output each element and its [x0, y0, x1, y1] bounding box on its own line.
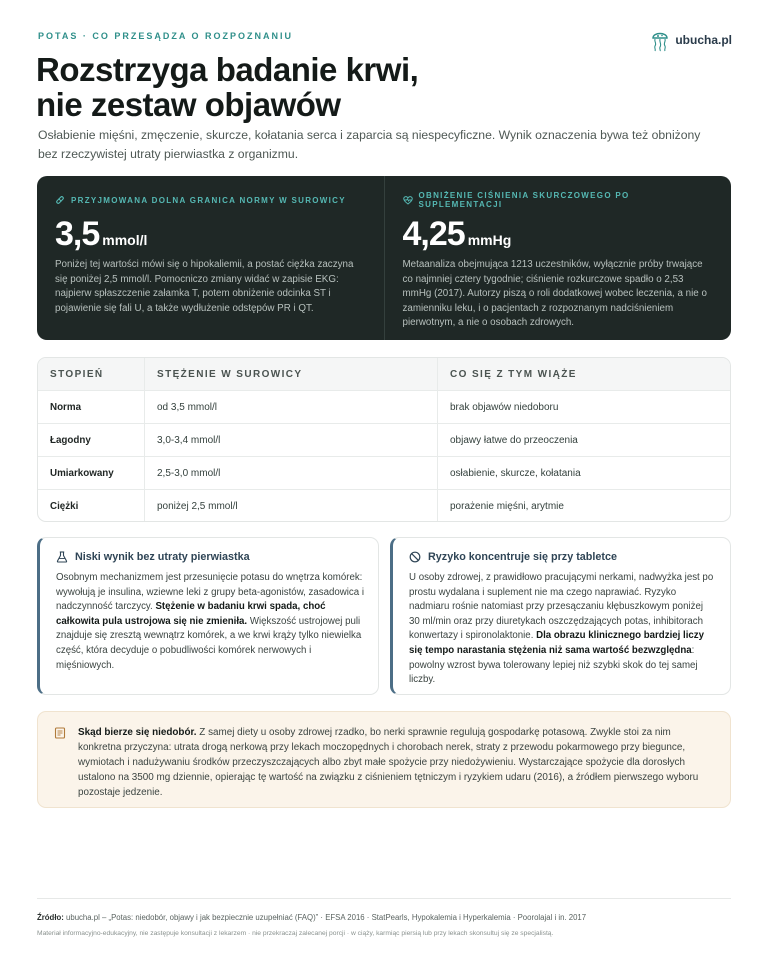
cell-concentration: poniżej 2,5 mmol/l [145, 490, 438, 522]
table-row [38, 390, 730, 423]
card-title-text: Niski wynik bez utraty pierwiastka [75, 551, 250, 563]
stat-label [403, 191, 714, 209]
stat-label-text: PRZYJMOWANA DOLNA GRANICA NORMY W SUROWICY [71, 195, 346, 205]
cell-consequence: porażenie mięśni, arytmie [450, 500, 564, 512]
footer-divider [37, 898, 731, 899]
cell-consequence: osłabienie, skurcze, kołatania [450, 467, 581, 479]
cell-concentration: od 3,5 mmol/l [145, 391, 438, 423]
stat-description: Metaanaliza obejmująca 1213 uczestników, wyłącznie próby trwające co najmniej cztery tygodnie; ciśnienie rozkurczowe spadło o 2,53 mmHg (2017). Autorzy piszą o roli dodatkowej wobec leczenia, a nie o zamienniku leku, i o pacjentach z rozpoznanym nadciśnieniem pierwotnym, a nie o osobach zdrowych. [402, 259, 707, 328]
info-card-risk [390, 537, 731, 695]
column-header-concentration: STĘŻENIE W SUROWICY [145, 358, 438, 390]
cell-stage: Ciężki [38, 490, 145, 522]
severity-table [37, 357, 731, 522]
heart-pulse-icon [403, 195, 413, 205]
card-text-start: Osobnym mechanizmem jest przesunięcie potasu do wnętrza komórek: wywołują je insulina, wziewne leki z grupy beta-agonistów, zasadowica i nadczynność tarczycy. [56, 572, 365, 613]
brand-name: ubucha.pl [675, 33, 732, 47]
cell-consequence: objawy łatwe do przeoczenia [450, 434, 578, 446]
info-card-redistribution [37, 537, 379, 695]
card-text-end: : powolny wzrost bywa tolerowany lepiej niż szybki skok do tej samej liczby. [409, 644, 698, 686]
stat-label-text: OBNIŻENIE CIŚNIENIA SKURCZOWEGO PO SUPLEMENTACJI [418, 191, 630, 209]
prohibited-icon [409, 551, 421, 563]
eyebrow-label: POTAS · CO PRZESĄDZA O ROZPOZNANIU [38, 31, 294, 41]
card-text-end: Większość ustrojowej puli znajduje się zresztą wewnątrz komórek, a we krwi krąży tylko niewielka część, która decyduje o pobudliwości komórek nerwowych i mięśniowych. [56, 615, 362, 671]
table-row [38, 456, 730, 489]
card-text-emphasis: Stężenie w badaniu krwi spada, choć całkowita pula ustrojowa się nie zmieniła. [56, 601, 326, 627]
note-heading: Skąd bierze się niedobór. [78, 727, 197, 738]
flask-icon [56, 551, 68, 563]
column-header-stage: STOPIEŃ [38, 358, 145, 390]
callout-note [37, 711, 731, 808]
lead-paragraph: Osłabienie mięśni, zmęczenie, skurcze, kołatania serca i zaparcia są niespecyficzne. Wynik oznaczenia bywa też obniżony bez rzeczywistej utraty pierwiastka z organizmu. [38, 128, 701, 161]
card-body [409, 571, 716, 688]
stat-number: 3,5 [55, 215, 100, 253]
jellyfish-logo-icon [651, 28, 669, 52]
card-title [56, 551, 364, 563]
title-line-1: Rozstrzyga badanie krwi, [36, 51, 419, 88]
stat-label [55, 194, 366, 206]
cell-stage: Łagodny [38, 424, 145, 456]
stat-value [403, 216, 714, 252]
source-label: Źródło: [37, 913, 64, 922]
cell-concentration: 3,0-3,4 mmol/l [145, 424, 438, 456]
cell-concentration: 2,5-3,0 mmol/l [145, 457, 438, 489]
brand-logo[interactable] [651, 28, 732, 52]
note-body [78, 725, 716, 800]
document-icon [54, 727, 66, 739]
title-line-2: nie zestaw objawów [36, 86, 341, 123]
cell-consequence: brak objawów niedoboru [450, 401, 559, 413]
cell-stage: Norma [38, 391, 145, 423]
stat-description: Poniżej tej wartości mówi się o hipokaliemii, a postać ciężka zaczyna się poniżej 2,5 mmol/l. Pomocniczo zmiany widać w zapisie EKG: najpierw spłaszczenie załamka T, potem obniżenie odcinka ST i pojawienie się fali U, a także wydłużenie odstępów PR i QT. [55, 259, 354, 314]
source-line [37, 913, 586, 922]
column-header-consequence: CO SIĘ Z TYM WIĄŻE [450, 368, 577, 380]
table-row [38, 489, 730, 522]
disclaimer: Materiał informacyjno-edukacyjny, nie zastępuje konsultacji z lekarzem · nie przekraczaj zalecanej porcji · w ciąży, karmiąc piersią lub przy lekach skonsultuj się ze specjalistą. [37, 930, 554, 937]
stat-number: 4,25 [402, 215, 465, 253]
stats-panel [37, 176, 731, 340]
source-text: ubucha.pl – „Potas: niedobór, objawy i jak bezpiecznie uzupełniać (FAQ)” · EFSA 2016 · StatPearls, Hypokalemia i Hyperkalemia · Poorolajal i in. 2017 [63, 913, 587, 922]
stat-card-norm [37, 176, 384, 340]
stat-value [55, 216, 366, 252]
cell-stage: Umiarkowany [38, 457, 145, 489]
page-title [36, 52, 596, 122]
stat-unit: mmol/l [102, 232, 148, 248]
pill-icon [55, 195, 65, 205]
card-text-emphasis: Dla obrazu klinicznego bardziej liczy się tempo narastania stężenia niż sama wartość bezwzględna [409, 630, 705, 656]
card-title-text: Ryzyko koncentruje się przy tabletce [428, 551, 618, 563]
table-header-row [38, 358, 730, 390]
card-title [409, 551, 716, 563]
stat-unit: mmHg [467, 232, 512, 248]
table-row [38, 423, 730, 456]
note-text: Z samej diety u osoby zdrowej rzadko, bo nerki sprawnie regulują gospodarkę potasową. Zwykle stoi za nim konkretna przyczyna: utrata drogą nerkową przy lekach moczopędnych i chorobach nerek, straty z przewodu pokarmowego przy biegunce, wymiotach i nadużywaniu środków przeczyszczających albo zbyt małe spożycie przy niedożywieniu. Wystarczające spożycie dla dorosłych ustalono na 3500 mg dziennie, opierając tę wartość na związku z ciśnieniem tętniczym i ryzykiem udaru (2016), a źródłem pierwszego wyboru pozostaje jedzenie. [78, 727, 699, 798]
card-body [56, 571, 364, 673]
stat-card-pressure [384, 176, 732, 340]
card-text-start: U osoby zdrowej, z prawidłowo pracującymi nerkami, nadwyżka jest po prostu wydalana i suplement nie ma czego naprawiać. Ryzyko nadmiaru rośnie natomiast przy przesączaniu kłębuszkowym poniżej 30 ml/min oraz przy diuretykach oszczędzających potas, inhibitorach konwertazy i spironolaktonie. [409, 572, 714, 642]
